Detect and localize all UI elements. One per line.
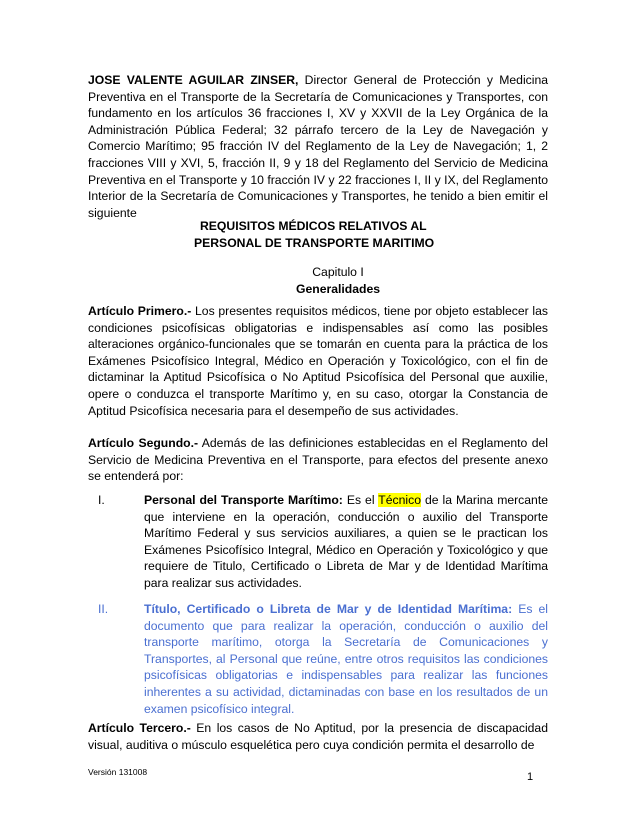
definition-number: II. [98, 602, 109, 616]
intro-paragraph [88, 72, 548, 221]
title-line-2: PERSONAL DE TRANSPORTE MARITIMO [194, 235, 435, 250]
article-tercero-text: En los casos de No Aptitud, por la presencia de discapacidad visual, auditiva o músculo esquelética pero cuya condición permita el desarrollo de [88, 721, 548, 752]
definition-text [144, 492, 548, 592]
highlighted-word: Técnico [378, 493, 421, 507]
definition-term: Personal del Transporte Marítimo: [144, 493, 343, 507]
article-segundo-lead: Artículo Segundo.- [88, 436, 199, 450]
definition-number: I. [98, 493, 105, 507]
page-number: 1 [527, 771, 534, 783]
article-tercero [88, 720, 548, 753]
chapter-heading [0, 264, 638, 297]
chapter-label: Capitulo I [312, 265, 364, 279]
definition-text [144, 601, 548, 717]
intro-text: Director General de Protección y Medicina Preventiva en el Transporte de la Secretaría de Comunicaciones y Transportes, con fundamento en los artículos 36 fracciones I, XV y XXVII de la Ley Orgánica de la Administración Pública Federal; 32 párrafo tercero de la Ley de Navegación y Comercio Marítimo; 95 fracción IV del Reglamento de la Ley de Navegación; 1, 2 fracciones VIII y XVI, 5, fracción II, 9 y 18 del Reglamento del Servicio de Medicina Preventiva en el Transporte y 10 fracción IV y 22 fracciones I, II y IX, del Reglamento Interior de la Secretaría de Comunicaciones y Transportes, he tenido a bien emitir el siguiente [88, 73, 549, 220]
article-primero-lead: Artículo Primero.- [88, 304, 192, 318]
definition-term: Título, Certificado o Libreta de Mar y de Identidad Marítima: [144, 602, 513, 616]
intro-author: JOSE VALENTE AGUILAR ZINSER, [88, 73, 299, 87]
chapter-subtitle: Generalidades [296, 281, 380, 296]
definition-after: de la Marina mercante que interviene en la operación, conducción o auxilio del Transporte Marítimo Federal y sus servicios auxiliares, a quien se le practican los Exámenes Psicofísico Integral, Médico en Operación y Toxicológico y que requiere de Titulo, Certificado o Libreta de Mar y de Identidad Marítima para realizar sus actividades. [144, 493, 548, 590]
definition-before: Es el [342, 493, 379, 507]
article-segundo [88, 435, 548, 485]
footer-version: Versión 131008 [88, 767, 148, 777]
title-line-1: REQUISITOS MÉDICOS RELATIVOS AL [200, 219, 427, 233]
article-primero [88, 303, 548, 419]
article-primero-text: Los presentes requisitos médicos, tiene por objeto establecer las condiciones psicofísicas obligatorias e indispensables así como las posibles alteraciones orgánico-funcionales que se tomarán en cuenta para la práctica de los Exámenes Psicofísico Integral, Médico en Operación y Toxicológico, con el fin de dictaminar la Aptitud Psicofísica o No Aptitud Psicofísica del Personal que auxilie, opere o conduzca el transporte Marítimo y, en su caso, otorgar la Constancia de Aptitud Psicofísica necesaria para el desempeño de sus actividades. [88, 304, 548, 418]
article-tercero-lead: Artículo Tercero.- [88, 721, 191, 735]
article-segundo-text: Además de las definiciones establecidas en el Reglamento del Servicio de Medicina Preventiva en el Transporte, para efectos del presente anexo se entenderá por: [88, 436, 548, 484]
definition-body: Es el documento que para realizar la operación, conducción o auxilio del transporte marítimo, otorga la Secretaría de Comunicaciones y Transportes, al Personal que reúne, entre otros requisitos las condiciones psicofísicas obligatorias e indispensables para realizar las funciones inherentes a su actividad, dictaminadas con base en los resultados de un examen psicofísico integral. [144, 602, 549, 716]
